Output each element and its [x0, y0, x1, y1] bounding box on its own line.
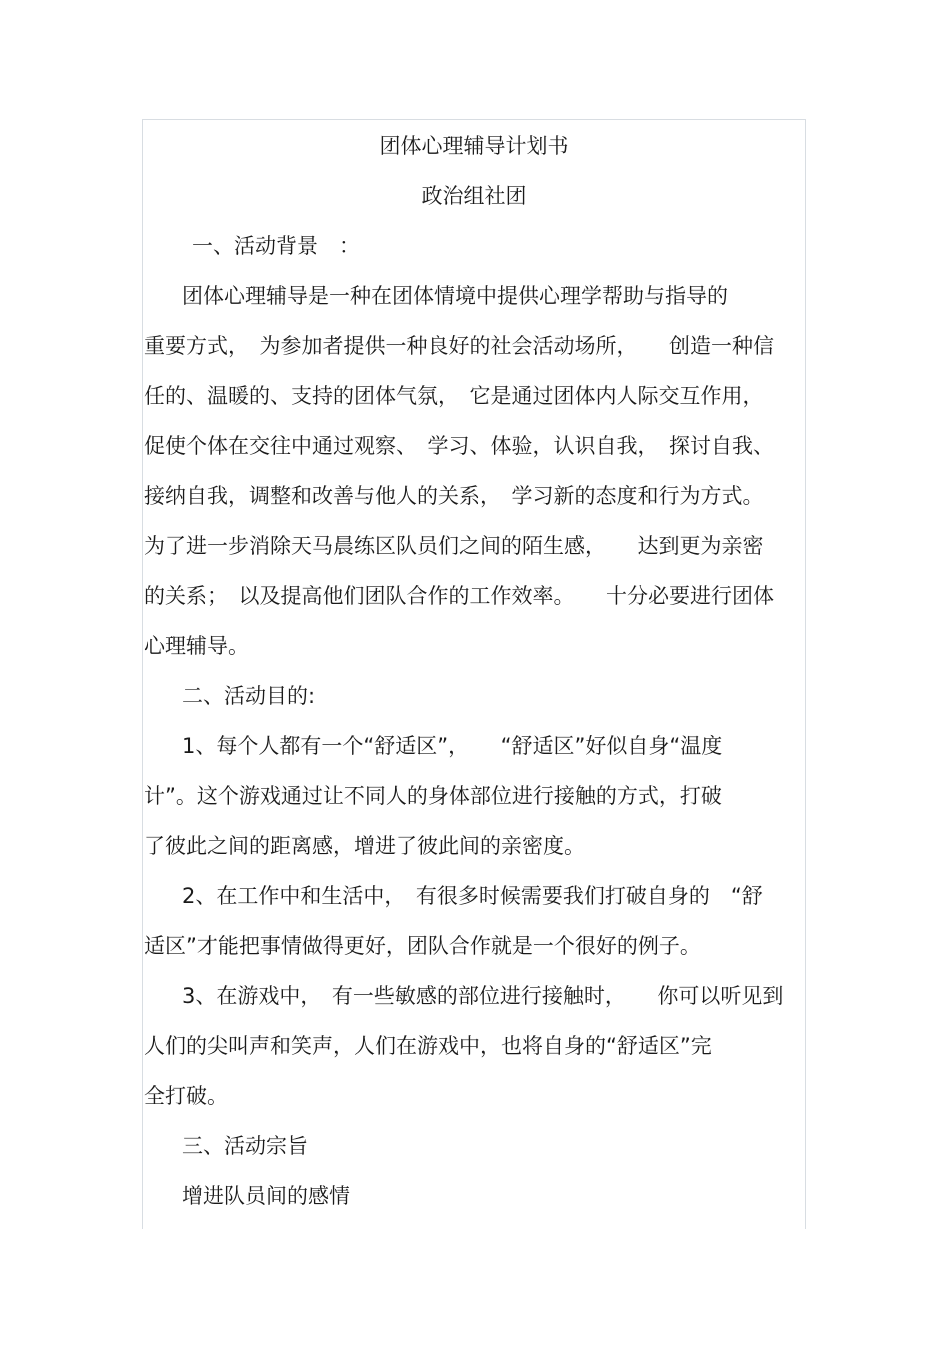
purpose-item-3-line: 全打破。: [144, 1084, 228, 1108]
section-heading-purpose: 二、活动目的:: [182, 684, 316, 708]
paragraph-line: 任的、温暖的、支持的团体气氛， 它是通过团体内人际交互作用，: [144, 384, 764, 408]
paragraph-line: 为了进一步消除天马晨练区队员们之间的陌生感， 达到更为亲密: [144, 534, 764, 558]
document-body: [144, 121, 804, 1221]
paragraph-line: 促使个体在交往中通过观察、 学习、体验，认识自我， 探讨自我、: [144, 434, 774, 458]
purpose-item-2-line: 适区”才能把事情做得更好，团队合作就是一个很好的例子。: [144, 934, 701, 958]
purpose-item-2-line: 2、在工作中和生活中， 有很多时候需要我们打破自身的 “舒: [182, 884, 763, 908]
paragraph-line: 重要方式， 为参加者提供一种良好的社会活动场所， 创造一种信: [144, 334, 774, 358]
paragraph-line: 心理辅导。: [144, 634, 249, 658]
purpose-item-1-line: 1、每个人都有一个“舒适区”， “舒适区”好似自身“温度: [182, 734, 723, 758]
section-heading-aim: 三、活动宗旨: [182, 1134, 308, 1158]
document-subtitle: 政治组社团: [421, 184, 527, 208]
section-heading-background: 一、活动背景 ：: [192, 234, 360, 258]
purpose-item-3-line: 人们的尖叫声和笑声，人们在游戏中，也将自身的“舒适区”完: [144, 1034, 712, 1058]
aim-line: 增进队员间的感情: [182, 1184, 350, 1208]
purpose-item-1-line: 了彼此之间的距离感，增进了彼此间的亲密度。: [144, 834, 585, 858]
purpose-item-3-line: 3、在游戏中， 有一些敏感的部位进行接触时， 你可以听见到: [182, 984, 784, 1008]
paragraph-line: 的关系； 以及提高他们团队合作的工作效率。 十分必要进行团体: [144, 584, 774, 608]
paragraph-line: 团体心理辅导是一种在团体情境中提供心理学帮助与指导的: [182, 284, 728, 308]
document-title: 团体心理辅导计划书: [379, 134, 569, 158]
purpose-item-1-line: 计”。这个游戏通过让不同人的身体部位进行接触的方式，打破: [144, 784, 722, 808]
paragraph-line: 接纳自我，调整和改善与他人的关系， 学习新的态度和行为方式。: [144, 484, 764, 508]
